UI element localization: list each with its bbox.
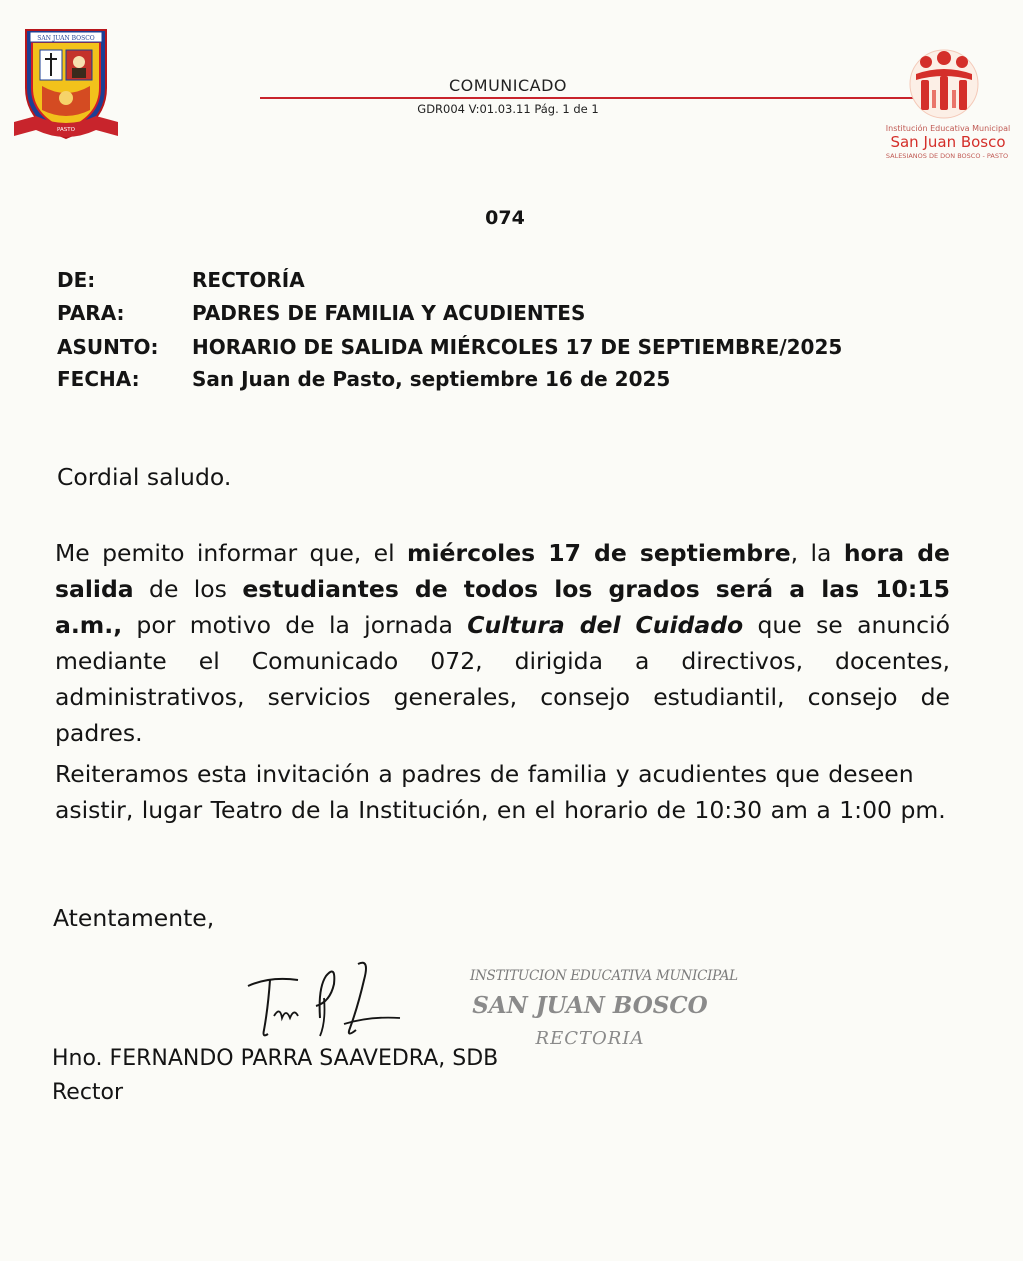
p1-text-2: , la xyxy=(790,539,844,567)
p1-text-3: de los xyxy=(133,575,243,603)
p1-text-1: Me pemito informar que, el xyxy=(55,539,407,567)
memo-number: 074 xyxy=(485,207,525,229)
logo-tagline: SALESIANOS DE DON BOSCO - PASTO xyxy=(885,152,1009,160)
field-label-date: FECHA: xyxy=(57,367,140,391)
body-paragraph-1 xyxy=(55,535,950,751)
p1-bold-students: estudiantes de todos los grados será a las 10:15 a.m., xyxy=(55,575,950,639)
seal-school-name: SAN JUAN BOSCO xyxy=(472,992,708,1019)
field-value-subject: HORARIO DE SALIDA MIÉRCOLES 17 DE SEPTIEMBRE/2025 xyxy=(192,335,843,359)
p1-text-5: que se anunció mediante el Comunicado 072, dirigida a directivos, docentes, administrativos, servicios generales, consejo estudiantil, consejo de padres. xyxy=(55,611,950,747)
closing-salutation: Atentamente, xyxy=(53,904,215,932)
document-type: COMUNICADO xyxy=(449,76,567,95)
field-value-to: PADRES DE FAMILIA Y ACUDIENTES xyxy=(192,301,586,325)
field-label-to: PARA: xyxy=(57,301,125,325)
school-crest-logo xyxy=(12,26,120,144)
greeting: Cordial saludo. xyxy=(57,463,232,491)
crest-top-text: SAN JUAN BOSCO xyxy=(37,35,95,42)
body-paragraph-2: Reiteramos esta invitación a padres de familia y acudientes que deseen asistir, lugar Teatro de la Institución, en el horario de 10:30 am a 1:00 pm. xyxy=(55,760,946,824)
logo-school-name: San Juan Bosco xyxy=(890,133,1006,151)
p1-event-name: Cultura del Cuidado xyxy=(467,611,744,639)
field-label-from: DE: xyxy=(57,268,96,292)
field-value-date: San Juan de Pasto, septiembre 16 de 2025 xyxy=(192,367,671,391)
crest-bottom-text: PASTO xyxy=(57,127,75,133)
signer-name: Hno. FERNANDO PARRA SAAVEDRA, SDB xyxy=(52,1046,499,1071)
handwritten-signature xyxy=(240,958,410,1053)
field-label-subject: ASUNTO: xyxy=(57,335,159,359)
seal-office: RECTORIA xyxy=(535,1028,645,1049)
p1-bold-exit-time: hora de salida xyxy=(55,539,950,603)
p1-bold-date: miércoles 17 de septiembre xyxy=(407,539,791,567)
document-code: GDR004 V:01.03.11 Pág. 1 de 1 xyxy=(417,102,599,116)
header-rule xyxy=(260,97,916,99)
logo-institution-line: Institución Educativa Municipal xyxy=(885,124,1011,133)
field-value-from: RECTORÍA xyxy=(192,268,305,292)
p1-text-4: por motivo de la jornada xyxy=(122,611,468,639)
signer-role: Rector xyxy=(52,1080,124,1105)
seal-institution-line: INSTITUCION EDUCATIVA MUNICIPAL xyxy=(470,968,738,984)
